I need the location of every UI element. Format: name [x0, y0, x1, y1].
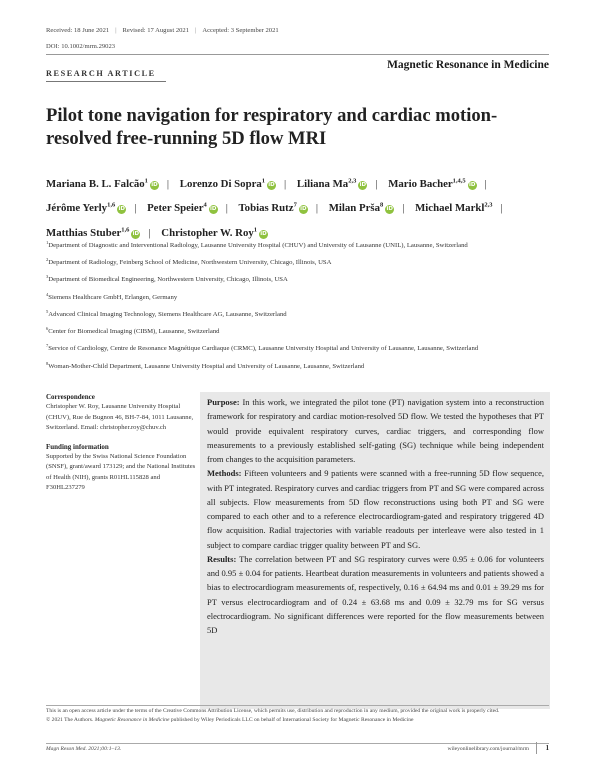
author: [329, 202, 395, 214]
citation: Magn Reson Med. 2021;00:1–13.: [46, 746, 122, 752]
orcid-icon[interactable]: iD: [359, 181, 367, 188]
affiliation: [46, 255, 551, 269]
author-affiliation-ref: 1: [261, 177, 266, 184]
author-affiliation-ref: 2,3: [348, 177, 357, 184]
affiliation: [46, 272, 551, 286]
author-separator: |: [225, 202, 228, 215]
affiliation-number: 8: [46, 360, 49, 366]
affiliation: [46, 324, 551, 338]
affiliation-text: Woman-Mother-Child Department, Lausanne University Hospital and University of Lausanne, Lausanne, Switzerland: [48, 362, 365, 370]
author-separator: |: [284, 177, 287, 190]
purpose-label: Purpose:: [207, 397, 240, 407]
received-date: Received: 18 June 2021: [46, 27, 110, 34]
orcid-icon[interactable]: iD: [118, 206, 125, 213]
affiliation-text: Service of Cardiology, Centre de Resonance Magnétique Cardiaque (CRMC), Lausanne University Hospital and University of Lausanne, Lausanne, Switzerland: [48, 345, 479, 353]
author: [388, 178, 476, 190]
author: [161, 227, 268, 239]
section-label: RESEARCH ARTICLE: [46, 69, 156, 78]
header-divider: [46, 54, 549, 55]
author-affiliation-ref: 1,4,5: [452, 177, 466, 184]
doi[interactable]: DOI: 10.1002/mrm.29023: [46, 43, 116, 50]
author-separator: |: [484, 177, 487, 190]
funding-text: Supported by the Swiss National Science Foundation (SNSF), grant/award 173129; and the National Institutes of Health (NIH), grants R01HL115828 and F30HL237279: [46, 453, 196, 492]
journal-name: Magnetic Resonance in Medicine: [387, 59, 549, 71]
results-text: The correlation between PT and SG respiratory curves were 0.95 ± 0.06 for volunteers and 0.95 ± 0.04 for patients. Heartbeat duration measurements in volunteers and patients showed a bias to electrocardiogram measurements of, respectively, 0.16 ± 64.94 ms and 0.01 ± 39.29 ms for PT versus electrocardiogram and of 0.24 ± 63.68 ms and 0.09 ± 32.79 ms for SG versus electrocardiogram. No significant differences were reported for the flow measurements between 5D: [207, 553, 544, 635]
affiliation: [46, 341, 551, 355]
author-name: Peter Speier: [147, 202, 204, 215]
author: [46, 178, 159, 190]
author-separator: |: [166, 177, 170, 190]
copyright-journal: Magnetic Resonance in Medicine: [94, 716, 170, 723]
author-separator: |: [315, 202, 318, 215]
methods-text: Fifteen volunteers and 9 patients were scanned with a free-running 5D flow sequence, with PT integrated. Respiratory curves and cardiac triggers from PT and SG were compared across all subjects. Flow measurements from 5D flow reconstructions using both PT and SG were compared to each other and to a reference electrocardiogram-gated and respiratory triggered 4D flow acquisition. Radial trajectories with variable readouts per interleave were also tested in 1 subject to compare cardiac trigger quality between PT and SG.: [207, 468, 545, 550]
affiliation-number: 6: [46, 326, 49, 332]
affiliation-number: 2: [46, 257, 49, 263]
abstract-methods: [207, 466, 544, 552]
author-separator: |: [375, 177, 378, 190]
orcid-icon[interactable]: iD: [300, 206, 307, 213]
abstract-purpose: [207, 395, 544, 466]
revised-date: Revised: 17 August 2021: [122, 27, 190, 34]
affiliation-text: Department of Radiology, Feinberg School of Medicine, Northwestern University, Chicago, Illinois, USA: [48, 259, 332, 267]
purpose-text: In this work, we integrated the pilot tone (PT) navigation system into a reconstruction framework for respiratory and cardiac motion-resolved 5D flow. We tested the hypotheses that PT would provide equivalent respiratory curves, cardiac triggers, and corresponding flow measurements to a previously established self-gating (SG) technique while being independent from changes to the acquisition parameters.: [207, 397, 544, 464]
author-name: Jérôme Yerly: [46, 202, 108, 215]
affiliation-text: Siemens Healthcare GmbH, Erlangen, Germany: [48, 293, 178, 301]
affiliation: [46, 238, 551, 252]
author-name: Matthias Stuber: [46, 226, 122, 239]
author: [46, 202, 126, 214]
correspondence-heading: Correspondence: [46, 393, 95, 401]
date-separator: |: [195, 27, 197, 34]
author-affiliation-ref: 4: [203, 201, 207, 209]
section-underline: [46, 81, 166, 82]
author: [297, 178, 367, 190]
author: [180, 178, 276, 190]
funding-heading: Funding information: [46, 442, 109, 451]
page-separator: [536, 742, 537, 754]
correspondence-text: Christopher W. Roy, Lausanne University Hospital (CHUV), Rue de Bugnon 46, BH-7-84, 1011 Lausanne, Switzerland. Email: christopher.roy@chuv.ch: [46, 403, 194, 432]
author-name: Lorenzo Di Sopra: [179, 177, 262, 190]
author-name: Tobias Rutz: [238, 202, 294, 215]
author-affiliation-ref: 1,6: [107, 201, 116, 209]
date-separator: |: [115, 27, 117, 34]
author-separator: |: [134, 202, 137, 215]
affiliation-text: Center for Biomedical Imaging (CIBM), Lausanne, Switzerland: [48, 328, 220, 336]
footer-divider-2: [46, 743, 549, 744]
author-affiliation-ref: 7: [293, 201, 297, 209]
author-affiliation-ref: 1,6: [121, 226, 130, 234]
author-name: Liliana Ma: [296, 177, 349, 190]
article-dates: [46, 27, 279, 34]
affiliation-number: 3: [46, 274, 49, 280]
author-name: Christopher W. Roy: [161, 226, 254, 239]
orcid-icon[interactable]: iD: [132, 230, 140, 237]
accepted-date: Accepted: 3 September 2021: [202, 27, 279, 34]
affiliation-text: Department of Diagnostic and Interventional Radiology, Lausanne University Hospital (CHUV) and University of Lausanne (UNIL), Lausanne, Switzerland: [48, 242, 468, 250]
affiliation: [46, 359, 551, 373]
funding-block: [46, 442, 196, 494]
author-affiliation-ref: 1: [144, 177, 148, 184]
page-number: 1: [545, 745, 549, 752]
article-title: Pilot tone navigation for respiratory and cardiac motion-resolved free-running 5D flow MRI: [46, 105, 498, 149]
journal-url[interactable]: wileyonlinelibrary.com/journal/mrm: [447, 746, 529, 752]
orcid-icon[interactable]: iD: [268, 181, 275, 188]
results-label: Results:: [207, 553, 237, 564]
orcid-icon[interactable]: iD: [151, 181, 158, 188]
methods-label: Methods:: [207, 468, 242, 479]
author-name: Mario Bacher: [388, 177, 453, 190]
copyright-text: © 2021 The Authors. Magnetic Resonance in Medicine published by Wiley Periodicals LLC on behalf of International Society for Magnetic Resonance in Medicine: [46, 716, 414, 723]
affiliation-number: 7: [46, 343, 49, 349]
affiliation-number: 1: [46, 240, 49, 245]
affiliation-list: [46, 238, 551, 376]
affiliation-number: 4: [46, 291, 49, 297]
author-separator: |: [402, 202, 405, 215]
license-text: This is an open access article under the terms of the Creative Commons Attribution License, which permits use, distribution and reproduction in any medium, provided the original work is properly cited.: [46, 708, 500, 714]
author: [147, 202, 218, 214]
orcid-icon[interactable]: iD: [386, 206, 393, 213]
author: [238, 202, 307, 214]
footer-divider: [46, 705, 549, 706]
license-footer: [46, 707, 549, 724]
abstract-results: [207, 552, 544, 638]
affiliation-text: Department of Biomedical Engineering, Northwestern University, Chicago, Illinois, USA: [48, 276, 288, 284]
affiliation: [46, 290, 551, 304]
sidebar-info: [46, 392, 196, 502]
orcid-icon[interactable]: iD: [210, 206, 217, 213]
author-name: Mariana B. L. Falcão: [46, 177, 145, 190]
orcid-icon[interactable]: iD: [260, 230, 267, 237]
author-affiliation-ref: 2,3: [484, 201, 493, 209]
author-separator: |: [500, 202, 503, 215]
orcid-icon[interactable]: iD: [468, 181, 476, 188]
author-affiliation-ref: 1: [253, 226, 258, 234]
author-name: Milan Prša: [328, 202, 380, 215]
affiliation-number: 5: [46, 308, 49, 314]
author-affiliation-ref: 8: [379, 201, 384, 209]
affiliation-text: Advanced Clinical Imaging Technology, Siemens Healthcare AG, Lausanne, Switzerland: [48, 311, 287, 319]
author-name: Michael Markl: [415, 202, 485, 215]
correspondence-block: [46, 392, 196, 434]
author-separator: |: [148, 226, 151, 239]
author: [46, 227, 140, 239]
author: [415, 202, 492, 214]
affiliation: [46, 307, 551, 321]
abstract-box: [200, 392, 550, 709]
author-list: [46, 170, 556, 244]
